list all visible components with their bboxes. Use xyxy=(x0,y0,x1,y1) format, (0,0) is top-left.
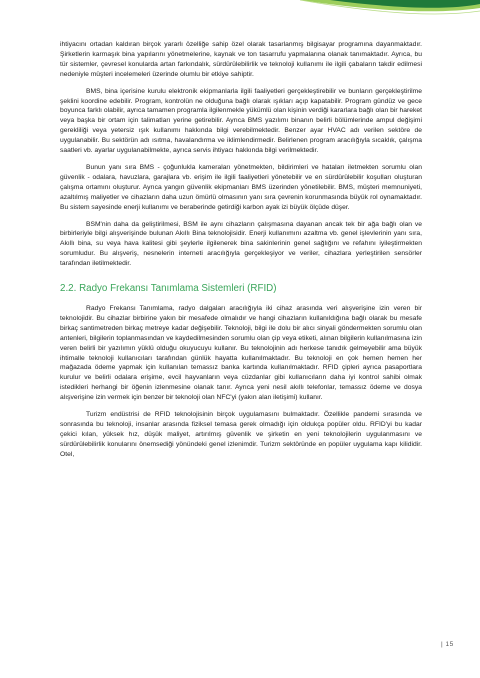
section-heading: 2.2. Radyo Frekansı Tanımlama Sistemleri (RFID) xyxy=(60,283,277,295)
paragraph: Radyo Frekansı Tanımlama, radyo dalgaları aracılığıyla iki cihaz arasında veri alışverişine izin veren bir teknolojidir. Bu cihazlar birbirine yakın bir mesafede olmalıdır ve hangi cihazların kullanıldığına bağlı olarak bu mesafe birkaç santimetreden birkaç metreye kadar değişebilir. Teknoloji, bilgi ile dolu bir alıcı sinyali göndermekten sorumlu olan antenleri, bilgilerin toplanmasından ve kaydedilmesinden sorumlu olan çip veya etiketi, alınan bilgilerin kullanılmasına izin veren belirli bir yazılımın yüklü olduğu okuyucuyu kullanır. Bu teknolojinin adı herkese tanıdık gelmeyebilir ama büyük ihtimalle teknoloji kullanıcıları tarafından günlük hayatta kullanılmaktadır. Bu teknoloji en çok hemen hemen her mağazada ödeme yapmak için kullanılan temassız banka kartında kullanılmaktadır. RFID çipleri ayrıca pasaportlara kurulur ve belirli odalara erişime, evcil hayvanların veya cüzdanlar gibi kullanıcıların daha iyi kontrol sahibi olmak istedikleri herhangi bir öğenin izlenmesine olanak tanır. Ayrıca yeni nesil akıllı telefonlar, temassız ödeme ve dosya alışverişine izin vermek için benzer bir teknoloji olan NFC'yi (yakın alan iletişimi) kullanır. xyxy=(60,305,422,402)
paragraph: BMS, bina içerisine kurulu elektronik ekipmanlarla ilgili faaliyetleri gerçekleştirebilir ve bunların gerçekleştirilme şeklini koordine edebilir. Program, kontrolün ne olduğuna bağlı olarak ışıkları açıp kapatabilir. Program gündüz ve gece boyunca farklı olabilir, ayrıca tamamen programla ilgilenmekle yükümlü olan kişinin verdiği kararlara bağlı olan bir hareket veya başka bir ortam için talimatları yerine getirebilir. Ayrıca BMS yazılımı binanın belirli bölümlerinde ampul değişimi gerekliliği veya yetersiz ışık kullanımı hakkında bilgi verebilmektedir. Benzer ayar HVAC adı verilen sektöre de uygulanabilir. Bu sektörün adı ısıtma, havalandırma ve iklimlendirmedir. Belirlenen program aracılığıyla sıcaklık, çalışma saatleri vb. ayarlar uygulanabilmekte, ayrıca servis ihtiyacı hakkında bilgi verilmektedir. xyxy=(60,87,422,155)
paragraph: Turizm endüstrisi de RFID teknolojisinin birçok uygulamasını bulmaktadır. Özellikle pandemi sırasında ve sonrasında bu teknoloji, insanlar arasında fiziksel temasa gerek olmadığı için oldukça popüler oldu. RFID'yi bu kadar çekici kılan, yüksek hız, düşük maliyet, artırılmış güvenlik ve şirketin en yeni teknolojilerin uygulanmasını ve sürdürülebilirlik konularını önemsediği yönündeki genel izlenimdir. Turizm sektöründe en popüler uygulama kapı kilididir. Otel, xyxy=(60,411,422,458)
paragraph: ihtiyacını ortadan kaldıran birçok yararlı özelliğe sahip özel olarak tasarlanmış bilgisayar programına dayanmaktadır. Şirketlerin karmaşık bina yapılarını yönetmelerine, kaynak ve ton tasarrufu yapmalarına olanak tanımaktadır. Ayrıca, bu tür sistemler, çevresel konularda artan farkındalık, sürdürülebilirlik ve teknoloji kullanımı ile ilgili çabaların takdir edilmesi nedeniyle müşteri incelemeleri üzerinde olumlu bir etkiye sahiptir. xyxy=(60,41,422,78)
page-number: | 15 xyxy=(441,641,454,648)
paragraph: BSM'nin daha da geliştirilmesi, BSM ile aynı cihazların çalışmasına dayanan ancak tek bir ağa bağlı olan ve birbirleriyle bilgi alışverişinde bulunan Akıllı Bina teknolojisidir. Enerji kullanımını azaltma vb. genel işlevlerinin yanı sıra, Akıllı bina, su veya hava kalitesi gibi şeylerle ilgilenerek bina sakinlerinin genel sağlığını ve refahını iyileştirmekten sorumludur. Bu alışveriş, nesnelerin interneti aracılığıyla gerçekleşiyor ve veriler, cihazlara yerleştirilen sensörler tarafından iletilmektedir. xyxy=(60,220,422,268)
document-body xyxy=(60,40,422,467)
corner-swoosh-decoration xyxy=(0,0,480,40)
paragraph: Bunun yanı sıra BMS - çoğunlukla kameraları yönetmekten, bildirimleri ve hataları iletmekten sorumlu olan güvenlik - odalara, havuzlara, garajlara vb. erişim ile ilgili faaliyetleri yönetebilir ve en sürdürülebilir koşulları oluşturan çalışma ortamını oluşturur. Ayrıca yangın güvenlik ekipmanları BMS üzerinden yönetilebilir. BMS, müşteri memnuniyeti, azaltılmış maliyetler ve cihazların daha uzun ömürlü olmasının yanı sıra çevrenin korunmasında büyük rol oynamaktadır. Bu sistem sayesinde enerji kullanımı ve beraberinde getirdiği karbon ayak izi büyük ölçüde düşer. xyxy=(60,163,422,211)
